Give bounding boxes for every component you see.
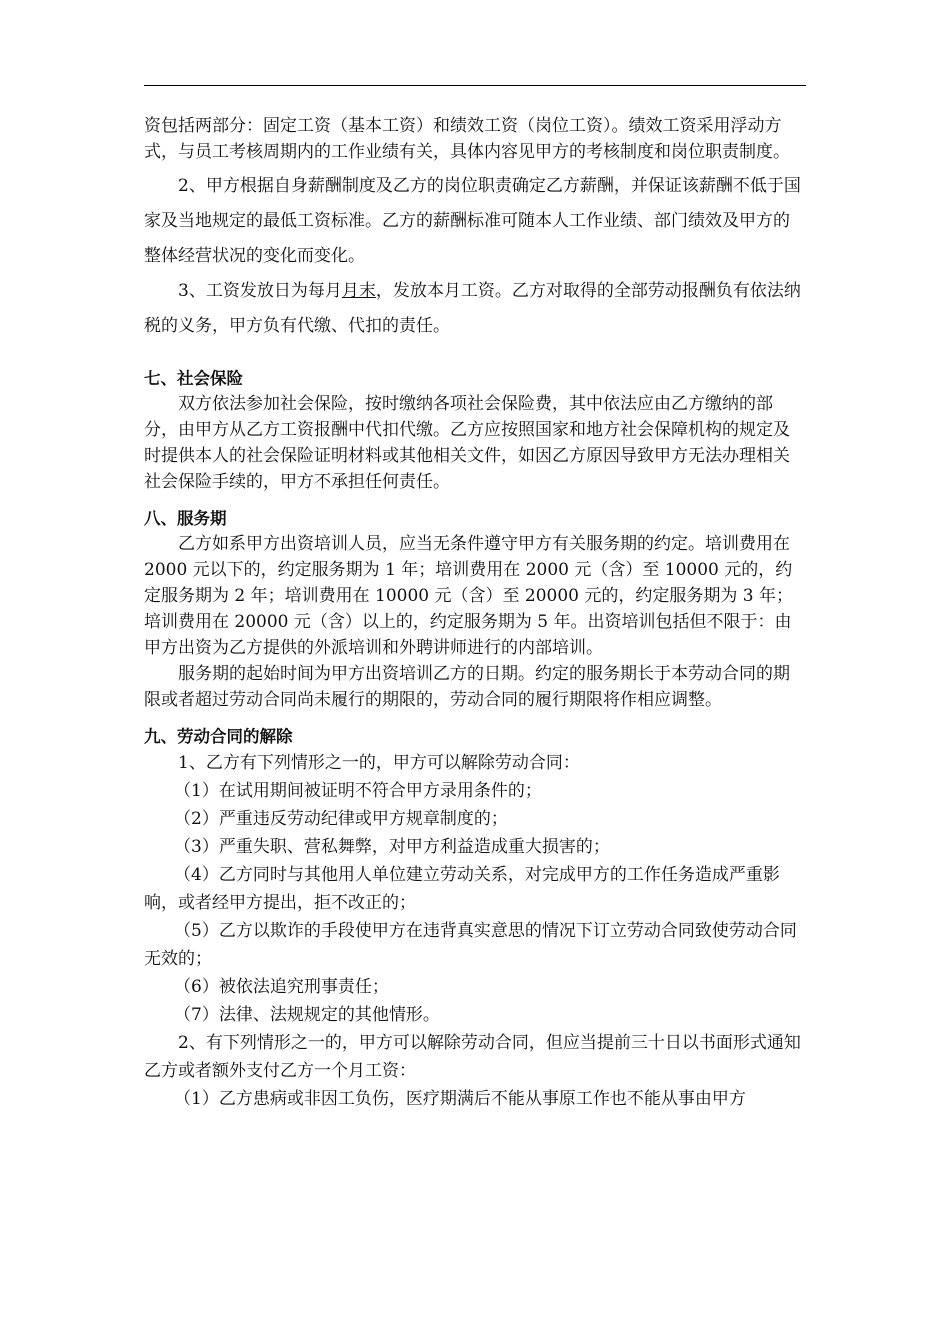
list-item: （6）被依法追究刑事责任； [174,977,389,997]
list-item: （1）乙方患病或非因工负伤，医疗期满后不能从事原工作也不能从事由甲方 [174,1089,746,1109]
section-8-body-2: 服务期的起始时间为甲方出资培训乙方的日期。约定的服务期长于本劳动合同的期限或者超过劳动合同尚未履行的期限的，劳动合同的履行期限将作相应调整。 [144,664,790,710]
payday-text-before: 3、工资发放日为每月 [178,281,342,301]
list-item: （5）乙方以欺诈的手段使甲方在违背真实意思的情况下订立劳动合同致使劳动合同无效的； [144,921,797,969]
section-9-title: 九、劳动合同的解除 [144,727,293,746]
document-body [144,113,806,1113]
section-7-title: 七、社会保险 [144,369,243,388]
paragraph-payday [144,274,806,344]
list-item: （7）法律、法规规定的其他情形。 [174,1005,440,1025]
header-rule [144,85,806,86]
list-item: （3）严重失职、营私舞弊，对甲方利益造成重大损害的； [174,837,610,857]
section-8-body-1: 乙方如系甲方出资培训人员，应当无条件遵守甲方有关服务期的约定。培训费用在 2000 元以下的，约定服务期为 1 年；培训费用在 2000 元（含）至 10000 元的，约定服务期为 2 年；培训费用在 10000 元（含）至 20000 元的，约定服务期为 3 年；培训费用在 20000 元（含）以上的，约定服务期为 5 年。出资培训包括但不限于：由甲方出资为乙方提供的外派培训和外聘讲师进行的内部培训。 [144,534,794,658]
list-item: （4）乙方同时与其他用人单位建立劳动关系，对完成甲方的工作任务造成严重影响，或者经甲方提出，拒不改正的； [144,865,780,913]
section-9-clause-2: 2、有下列情形之一的，甲方可以解除劳动合同，但应当提前三十日以书面形式通知乙方或者额外支付乙方一个月工资： [144,1033,801,1081]
list-item: （2）严重违反劳动纪律或甲方规章制度的； [174,809,508,829]
paragraph-salary-determination: 2、甲方根据自身薪酬制度及乙方的岗位职责确定乙方薪酬，并保证该薪酬不低于国家及当地规定的最低工资标准。乙方的薪酬标准可随本人工作业绩、部门绩效及甲方的整体经营状况的变化而变化。 [144,176,801,266]
section-7-body: 双方依法参加社会保险，按时缴纳各项社会保险费，其中依法应由乙方缴纳的部分，由甲方从乙方工资报酬中代扣代缴。乙方应按照国家和地方社会保障机构的规定及时提供本人的社会保险证明材料或其他相关文件，如因乙方原因导致甲方无法办理相关社会保险手续的，甲方不承担任何责任。 [144,394,790,492]
payday-text-after: ，发放本月工资。乙方对取得的全部劳动报酬负有依法纳税的义务，甲方负有代缴、代扣的责任。 [144,281,801,336]
payday-underlined: 月末 [341,281,376,301]
section-9-clause-1: 1、乙方有下列情形之一的，甲方可以解除劳动合同： [178,753,580,773]
paragraph-salary-components: 资包括两部分：固定工资（基本工资）和绩效工资（岗位工资）。绩效工资采用浮动方式，与员工考核周期内的工作业绩有关，具体内容见甲方的考核制度和岗位职责制度。 [144,116,790,162]
section-8-title: 八、服务期 [144,509,227,528]
list-item: （1）在试用期间被证明不符合甲方录用条件的； [174,781,542,801]
